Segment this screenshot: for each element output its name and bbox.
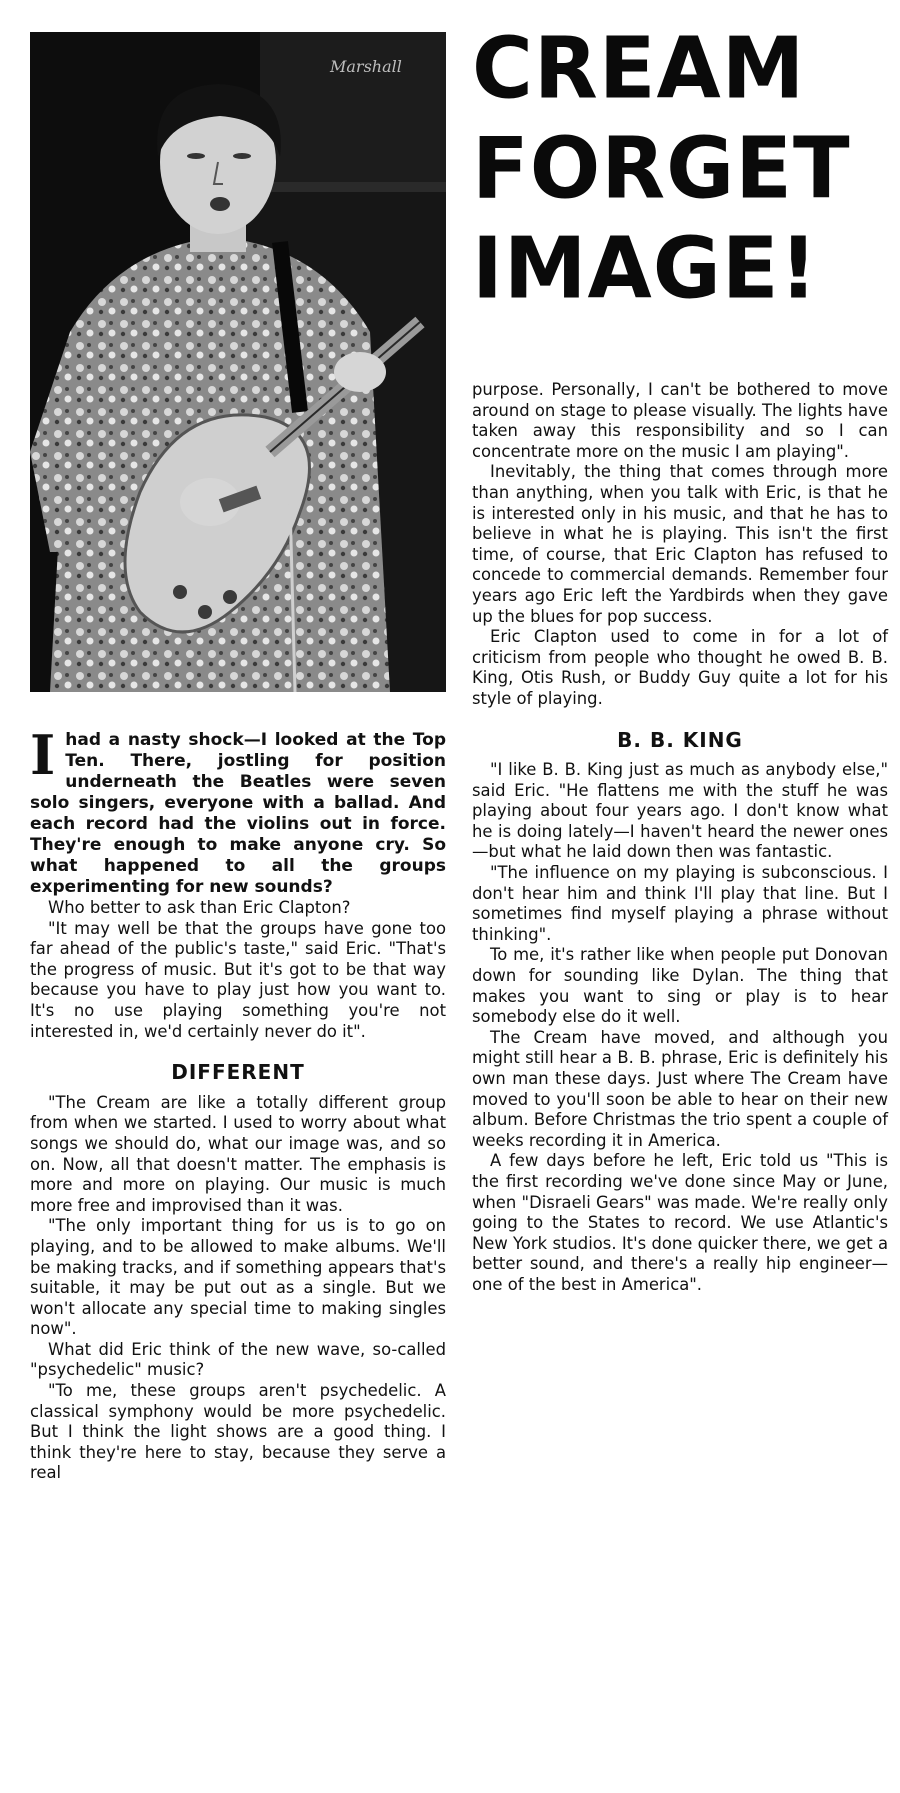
headline-line-1: CREAM — [472, 19, 806, 118]
photo-eric-clapton — [30, 32, 446, 692]
paragraph: What did Eric think of the new wave, so-called "psychedelic" music? — [30, 1339, 446, 1380]
intro-text: had a nasty shock—I looked at the Top Ten. There, jostling for position underneath the Beatles were seven solo singers, everyone with a ballad. And each record had the violins out in force. They're enough to make anyone cry. So what happened to all the groups experimenting for new sounds? — [30, 730, 446, 897]
headline-line-2: FORGET — [472, 119, 851, 218]
right-column — [472, 380, 888, 1296]
paragraph: purpose. Personally, I can't be bothered to move around on stage to please visually. The lights have taken away this responsibility and so I can concentrate more on the music I am playing". — [472, 380, 888, 461]
photo-illustration — [30, 32, 446, 692]
paragraph: "It may well be that the groups have gone too far ahead of the public's taste," said Eric. "That's the progress of music. But it's got to be that way because you have to play just how you want to. It's no use playing something you're not interested in, we'd certainly never do it". — [30, 918, 446, 1041]
paragraph: "I like B. B. King just as much as anybody else," said Eric. "He flattens me with the stuff he was playing about four years ago. I don't know what he is doing lately—I haven't heard the newer ones—but what he laid down then was fantastic. — [472, 760, 888, 862]
paragraph: A few days before he left, Eric told us "This is the first recording we've done since May or June, when "Disraeli Gears" was made. We're really only going to the States to record. We use Atlantic's New York studios. It's done quicker there, we get a better sound, and there's a really hip engineer—one of the best in America". — [472, 1151, 888, 1294]
subhead-different: DIFFERENT — [171, 1060, 305, 1085]
paragraph: Inevitably, the thing that comes through more than anything, when you talk with Eric, is that he is interested only in his music, and that he has to believe in what he is playing. This isn't the first time, of course, that Eric Clapton has refused to concede to commercial demands. Remember four years ago Eric left the Yardbirds when they gave up the blues for pop success. — [472, 462, 888, 626]
headline-line-3: IMAGE! — [472, 218, 819, 318]
paragraph: "To me, these groups aren't psychedelic. A classical symphony would be more psychedelic. But I think the light shows are a good thing. I think they're here to stay, because they serve a real — [30, 1381, 446, 1483]
headline — [472, 19, 892, 319]
paragraph: "The only important thing for us is to go on playing, and to be allowed to make albums. We'll be making tracks, and if something appears that's suitable, it may be put out as a single. But we won't allocate any special time to making singles now". — [30, 1216, 446, 1339]
paragraph: "The Cream are like a totally different group from when we started. I used to worry about what songs we should do, what our image was, and so on. Now, all that doesn't matter. The emphasis is more and more on playing. Our music is much more free and improvised than it was. — [30, 1092, 446, 1215]
drop-cap: I — [30, 723, 56, 787]
paragraph: "The influence on my playing is subconscious. I don't hear him and think I'll play that line. But I sometimes find myself playing a phrase without thinking". — [472, 863, 888, 944]
paragraph: Who better to ask than Eric Clapton? — [48, 898, 351, 917]
intro-paragraph — [30, 723, 446, 898]
paragraph: To me, it's rather like when people put Donovan down for sounding like Dylan. The thing that makes you want to sing or play is to hear somebody else do it well. — [472, 945, 888, 1027]
subhead-bb-king: B. B. KING — [617, 727, 743, 752]
paragraph: Eric Clapton used to come in for a lot of criticism from people who thought he owed B. B. King, Otis Rush, or Buddy Guy quite a lot for his style of playing. — [472, 627, 888, 708]
paragraph: The Cream have moved, and although you might still hear a B. B. phrase, Eric is definitely his own man these days. Just where The Cream have moved to you'll soon be able to hear on their new album. Before Christmas the trio spent a couple of weeks recording it in America. — [472, 1027, 888, 1150]
amp-logo: Marshall — [330, 57, 402, 76]
left-column — [30, 723, 446, 1484]
